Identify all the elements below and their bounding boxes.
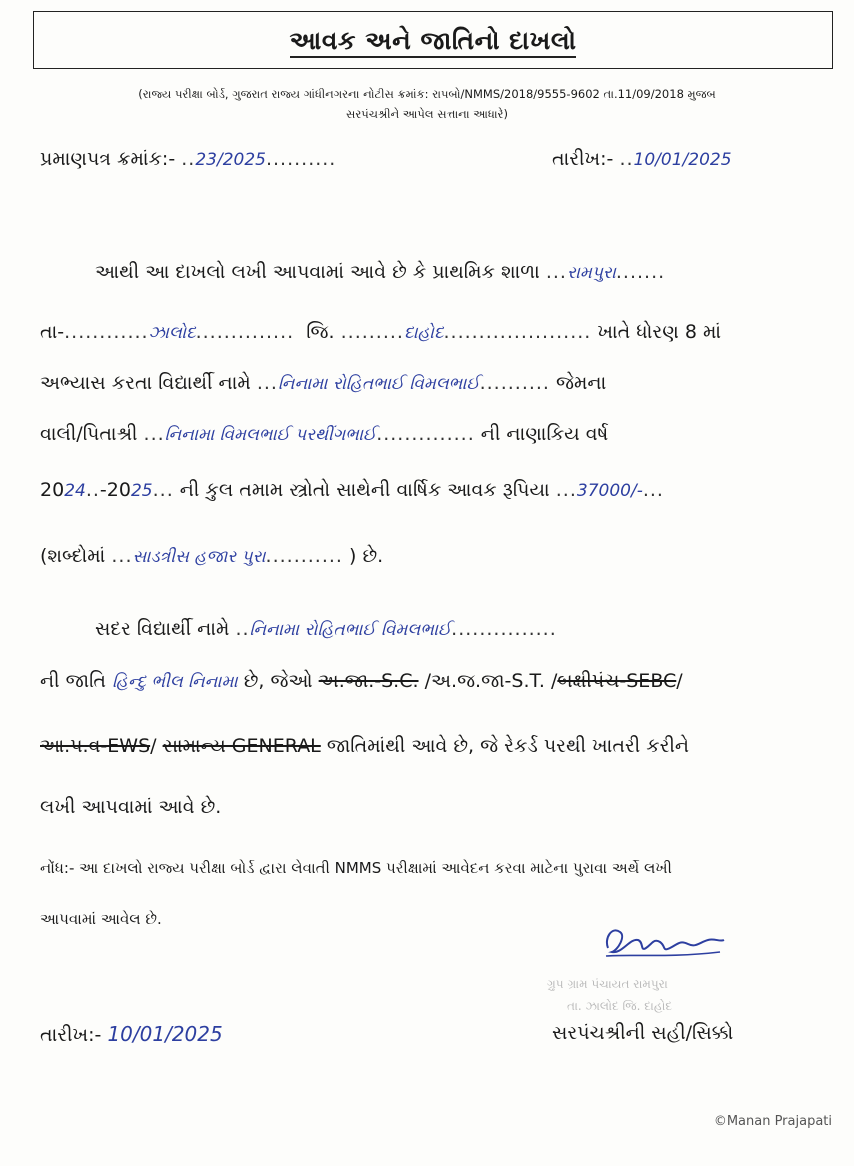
para1-line6: (શબ્દોમાં ...સાડત્રીસ હજાર પુરા........... ) છે. [40,545,384,567]
date-label: તારીખ:- [552,148,614,170]
year-to-prefix: -20 [99,479,131,501]
title-box [33,11,833,69]
note-line-2: આપવામાં આવેલ છે. [40,910,162,928]
para2-line3: આ.પ.વ-EWS/ સામાન્ય GENERAL જાતિમાંથી આવે છે, જે રેકર્ડ પરથી ખાતરી કરીને [40,735,690,757]
para1-line1: આથી આ દાખલો લખી આપવામાં આવે છે કે પ્રાથમિક શાળા ...રામપુરા....... [95,261,666,283]
para1-line3-suffix: જેમના [556,372,607,394]
certificate-number-row: પ્રમાણપત્ર ક્રમાંક:- ..23/2025.......... [40,148,337,170]
document-title: આવક અને જાતિનો દાખલો [34,26,832,56]
para2-line2-text: છે, જેઓ [243,670,313,692]
para1-line2: તા-............ઝાલોદ.............. જિ. .........દાહોદ..................... ખાતે ધોરણ 8 માં [40,321,722,343]
parent-name: નિનામા વિમલભાઈ પરથીંગભાઈ [164,425,377,445]
para1-line4: વાલી/પિતાશ્રી ...નિનામા વિમલભાઈ પરથીંગભાઈ.............. ની નાણાકિય વર્ષ [40,423,609,445]
income-in-words: સાડત્રીસ હજાર પુરા [132,547,266,567]
student-name: નિનામા રોહિતભાઈ વિમલભાઈ [277,374,480,394]
stamp-line-2: તા. ઝાલોદ જિ. દાહોદ [567,999,673,1013]
stamp [547,973,672,1017]
category-st: /અ.જ.જા-S.T. [424,670,545,692]
school-name: રામપુરા [566,263,616,283]
footer-date-label: તારીખ:- [40,1024,102,1046]
footer-date-value: 10/01/2025 [107,1022,223,1046]
date-row: તારીખ:- ..10/01/2025 [552,148,732,170]
year-from: 24 [64,481,86,501]
category-ews: આ.પ.વ-EWS [40,735,151,757]
signature-image [600,918,730,968]
category-sebc: બક્ષીપંચ-SEBC [557,670,677,692]
subtitle-line-2: સરપંચશ્રીને આપેલ સત્તાના આધારે) [346,107,508,121]
para1-line3-text: અભ્યાસ કરતા વિદ્યાર્થી નામે [40,372,251,394]
caste-value: હિન્દુ ભીલ નિનામા [112,672,238,692]
subtitle-line-1: (રાજ્ય પરીક્ષા બોર્ડ, ગુજરાત રાજ્ય ગાંધીનગરના નોટીસ ક્રમાંક: રાપબો/NMMS/2018/9555-9602 તા.11/09/2018 મુજબ [138,87,716,101]
district-label: જિ. [306,321,335,343]
certificate-number-label: પ્રમાણપત્ર ક્રમાંક:- [40,148,176,170]
para1-line6-suffix: ) છે. [349,545,384,567]
copyright-text: ©Manan Prajapati [713,1114,832,1129]
para1-line5: 2024..-2025... ની કુલ તમામ સ્ત્રોતો સાથેની વાર્ષિક આવક રૂપિયા ...37000/-... [40,479,664,501]
para2-line1-text: સદર વિદ્યાર્થી નામે [95,618,230,640]
taluka-value: ઝાલોદ [148,323,196,343]
district-value: દાહોદ [403,323,444,343]
para2-line1: સદર વિદ્યાર્થી નામે ..નિનામા રોહિતભાઈ વિમલભાઈ............... [95,618,557,640]
para2-line3-text: જાતિમાંથી આવે છે, જે રેકર્ડ પરથી ખાતરી કરીને [326,735,690,757]
category-general: સામાન્ય GENERAL [162,735,321,757]
para1-line4-suffix: ની નાણાકિય વર્ષ [480,423,609,445]
stamp-line-1: ગ્રુપ ગ્રામ પંચાયત રામપુરા [547,977,668,991]
para1-line3: અભ્યાસ કરતા વિદ્યાર્થી નામે ...નિનામા રોહિતભાઈ વિમલભાઈ.......... જેમના [40,372,607,394]
signature-label: સરપંચશ્રીની સહી/સિક્કો [552,1022,734,1044]
words-label: (શબ્દોમાં [40,545,106,567]
para1-line5-text: ની કુલ તમામ સ્ત્રોતો સાથેની વાર્ષિક આવક રૂપિયા [179,479,550,501]
certificate-number-value: 23/2025 [195,150,266,170]
para1-line2-suffix: ખાતે ધોરણ 8 માં [597,321,722,343]
date-value: 10/01/2025 [633,150,732,170]
year-to: 25 [130,481,153,501]
parent-label: વાલી/પિતાશ્રી [40,423,138,445]
category-sc: અ.જા.-S.C. [318,670,419,692]
para2-line2: ની જાતિ હિન્દુ ભીલ નિનામા છે, જેઓ અ.જા.-S.C. /અ.જ.જા-S.T. /બક્ષીપંચ-SEBC/ [40,670,683,692]
footer-date-row [40,1022,223,1046]
year-from-prefix: 20 [40,479,65,501]
student-name-repeat: નિનામા રોહિતભાઈ વિમલભાઈ [249,620,452,640]
taluka-label: તા- [40,321,65,343]
para1-line1-text: આથી આ દાખલો લખી આપવામાં આવે છે કે પ્રાથમિક શાળા [95,261,540,283]
caste-label: ની જાતિ [40,670,107,692]
para2-line4: લખી આપવામાં આવે છે. [40,796,222,818]
income-amount: 37000/- [576,481,643,501]
note-line-1: નોંધ:- આ દાખલો રાજ્ય પરીક્ષા બોર્ડ દ્વારા લેવાતી NMMS પરીક્ષામાં આવેદન કરવા માટેના પુરાવા અર્થે લખી [40,859,672,877]
